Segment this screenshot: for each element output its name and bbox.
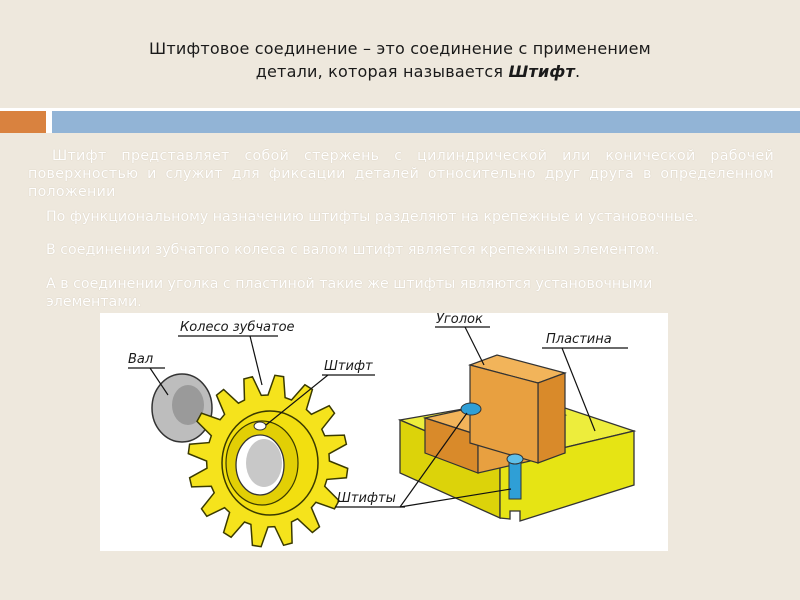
paragraph-angle-example: А в соединении уголка с пластиной такие же штифты являются установочными элементами. [46,276,653,310]
paragraph-definition: Штифт представляет собой стержень с цилиндрической или конической рабочей поверхностью и служит для фиксации деталей относительно друг друга в определенном положении [28,148,774,200]
illustration [100,313,668,551]
divider-accent-orange [0,111,46,133]
label-gear: Колесо зубчатое [180,320,295,335]
illustration-drawing [100,313,668,551]
title-emphasis: Штифт [508,62,575,81]
paragraph-classification: По функциональному назначению штифты разделяют на крепежные и установочные. [46,209,699,225]
label-angle: Уголок [436,313,483,327]
divider-accent-blue [52,111,800,133]
gear-drawing [188,375,347,546]
slide-title-line-2 [0,62,800,81]
slide-title-line-1: Штифтовое соединение – это соединение с применением [149,39,651,58]
label-shaft: Вал [128,352,154,367]
title-prefix: детали, которая называется [255,62,509,81]
angle-drawing [425,355,565,473]
title-suffix: . [574,62,581,81]
label-pins: Штифты [337,491,396,506]
paragraph-gear-example: В соединении зубчатого колеса с валом штифт является крепежным элементом. [46,242,660,258]
label-pin: Штифт [324,359,373,374]
label-plate: Пластина [546,332,612,347]
